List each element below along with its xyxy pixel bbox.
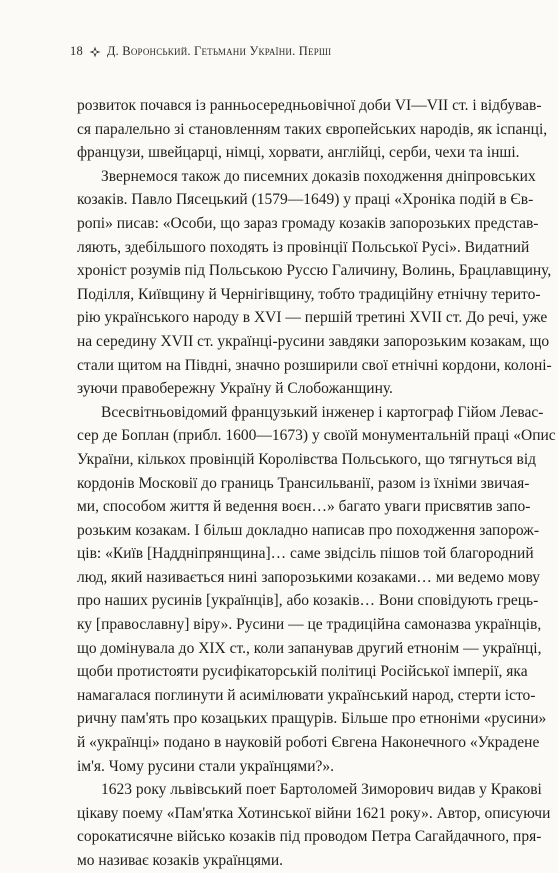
text-line: стали щитом на Півдні, значно розширили свої етнічні кордони, колоні- — [77, 356, 552, 374]
text-line: ку [православну] віру». Русини — це традиційна самоназва українців, — [77, 616, 542, 634]
text-line: люд, який називається нині запорозькими козаками… ми ведемо мову — [77, 568, 540, 586]
text-line: на середину XVII ст. українці-русини завдяки запорозьким козакам, що — [77, 332, 550, 350]
paragraph — [77, 778, 551, 872]
paragraph — [77, 401, 556, 779]
text-line: Всесвітньовідомий французький інженер і картограф Гійом Левас- — [101, 403, 544, 421]
text-line: розьким козакам. І більш докладно написав про походження запорож- — [77, 521, 540, 539]
text-line: кордонів Московії до границь Трансильванії, разом із їхніми звичая- — [77, 474, 530, 492]
text-line: намагалася поглинути й асимілювати український народ, стерти істо- — [77, 686, 536, 704]
text-line: України, кількох провінцій Королівства Польського, що тягнуться від — [77, 450, 537, 468]
text-line: Звернемося також до писемних доказів походження дніпровських — [101, 167, 536, 185]
text-line: французи, швейцарці, німці, хорвати, англійці, серби, чехи та інші. — [77, 144, 520, 162]
text-line: рію українського народу в XVI — першій третині XVII ст. До речі, уже — [77, 309, 548, 327]
text-line: щоби протистояти русифікаторській політиці Російської імперії, яка — [77, 663, 528, 681]
text-line: сер де Боплан (прибл. 1600—1673) у своїй монументальній праці «Опис — [77, 427, 556, 445]
text-line: хроніст розумів під Польською Руссю Галичину, Волинь, Брацлавщину, — [77, 262, 552, 280]
running-header — [70, 44, 518, 59]
text-line: зуючи правобережну Україну й Слобожанщину. — [77, 380, 393, 398]
text-line: й «українці» подано в науковій роботі Євгена Наконечного «Украдене — [77, 734, 540, 752]
text-line: ім'я. Чому русини стали українцями?». — [77, 757, 334, 775]
ornament-icon — [89, 46, 101, 58]
text-line: ців: «Київ [Наддніпрянщина]… саме звідсіль пішов той благородний — [77, 545, 534, 563]
text-line: про наших русинів [українців], або козаків… Вони сповідують грець- — [77, 592, 539, 610]
text-line: козаків. Павло Пясецький (1579—1649) у праці «Хроніка подій в Єв- — [77, 191, 534, 209]
text-line: що домінувала до XIX ст., коли запанував другий етнонім — українці, — [77, 639, 542, 657]
body-text — [77, 94, 556, 873]
text-line: розвиток почався із ранньосередньовічної доби VI—VII ст. і відбував- — [77, 97, 542, 114]
text-line: мо називає козаків українцями. — [77, 852, 283, 869]
running-title: Д. Воронський. Гетьмани України. Перші — [106, 44, 332, 58]
paragraph — [77, 165, 552, 401]
text-line: Поділля, Київщину й Чернігівщину, тобто традиційну етнічну терито- — [77, 285, 541, 303]
page-number: 18 — [70, 44, 83, 58]
paragraph — [77, 94, 548, 165]
text-line: ропі» писав: «Особи, що зараз громаду козаків запорозьких представ- — [77, 214, 539, 232]
text-line: сорокатисячне військо козаків під проводом Петра Сагайдачного, пря- — [77, 828, 542, 846]
text-line: ляють, здебільшого походять із провінції Польської Русі». Видатний — [77, 238, 530, 256]
text-line: цікаву поему «Пам'ятка Хотинської війни 1621 року». Автор, описуючи — [77, 804, 551, 822]
text-line: 1623 року львівський поет Бартоломей Зиморович видав у Кракові — [101, 781, 542, 799]
text-line: ми, способом життя й ведення воєн…» багато уваги присвятив запо- — [77, 498, 531, 516]
text-line: ричну пам'ять про козацьких пращурів. Більше про етноніми «русини» — [77, 710, 547, 728]
text-line: ся паралельно зі становленням таких європейських народів, як іспанці, — [77, 120, 548, 138]
